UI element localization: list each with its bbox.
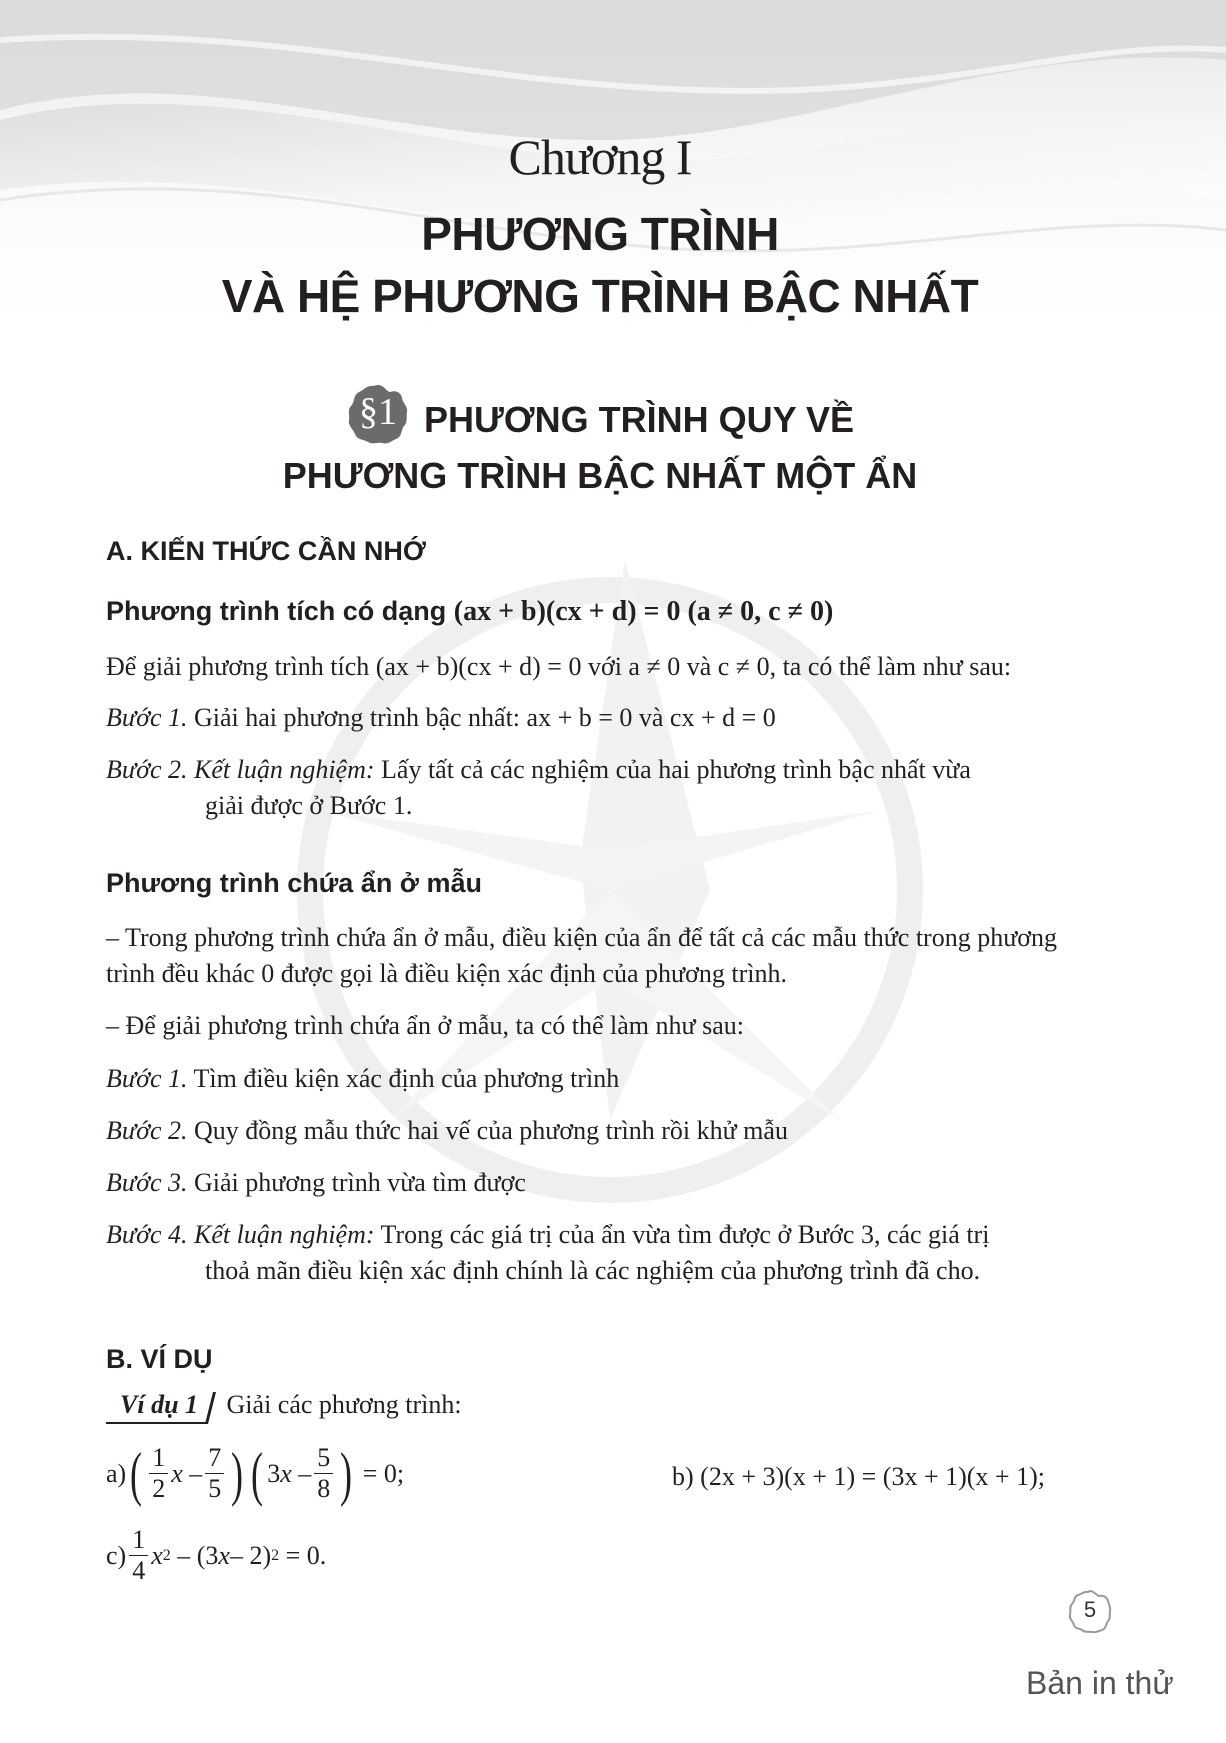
rational-paragraph-2: – Để giải phương trình chứa ẩn ở mẫu, ta có thể làm như sau:: [106, 1011, 745, 1040]
product-step-2: [106, 752, 1106, 824]
left-paren: (: [251, 1440, 264, 1507]
rational-step-4: [106, 1217, 1106, 1289]
step-text: Trong các giá trị của ẩn vừa tìm được ở Bước 3, các giá trị: [380, 1220, 990, 1249]
subheading-rational-equation: Phương trình chứa ẩn ở mẫu: [106, 868, 483, 898]
step-continuation: thoả mãn điều kiện xác định chính là các nghiệm của phương trình đã cho.: [205, 1256, 981, 1285]
step-text: Lấy tất cả các nghiệm của hai phương trình bậc nhất vừa: [381, 755, 971, 784]
footer-draft-label: Bản in thử: [1026, 1665, 1174, 1701]
subheading-product-equation: [106, 596, 833, 628]
section-title: [0, 382, 1200, 504]
heading-part-a: A. KIẾN THỨC CẦN NHỚ: [106, 536, 426, 566]
step-label: Bước 2.: [106, 1116, 188, 1145]
fraction: $\frac{1}{2}$: [149, 1443, 168, 1504]
product-step-1: [106, 700, 1106, 736]
chapter-label: Chương I: [508, 129, 692, 185]
section-title-line2: PHƯƠNG TRÌNH BẬC NHẤT MỘT ẨN: [282, 455, 918, 496]
step-label: Bước 3.: [106, 1168, 188, 1197]
equation-a-label: a): [106, 1458, 127, 1488]
product-formula: (ax + b)(cx + d) = 0 (a ≠ 0, c ≠ 0): [453, 596, 834, 627]
equation-c: c) $\frac{1}{4}$ x 2 – (3 x – 2) 2 = 0.: [106, 1525, 327, 1585]
heading-part-b: B. VÍ DỤ: [106, 1344, 213, 1374]
chapter-title-line2: VÀ HỆ PHƯƠNG TRÌNH BẬC NHẤT: [221, 270, 979, 322]
right-paren: ): [231, 1440, 244, 1507]
example-tag: Ví dụ 1: [106, 1390, 208, 1420]
section-badge: [346, 382, 410, 446]
example-1: [106, 1390, 462, 1420]
chapter-title: [0, 203, 1200, 327]
step-text: Giải phương trình vừa tìm được: [193, 1168, 526, 1197]
step-label: Bước 2.: [106, 755, 188, 784]
step-text: Quy đồng mẫu thức hai vế của phương trình rồi khử mẫu: [193, 1116, 788, 1145]
fraction: $\frac{5}{8}$: [314, 1443, 333, 1504]
product-intro: Để giải phương trình tích (ax + b)(cx + d) = 0 với a ≠ 0 và c ≠ 0, ta có thể làm như sau:: [106, 652, 1012, 681]
equation-b: b) (2x + 3)(x + 1) = (3x + 1)(x + 1);: [672, 1462, 1045, 1491]
step-continuation: giải được ở Bước 1.: [205, 791, 413, 820]
step-label: Bước 1.: [106, 703, 188, 732]
fraction: $\frac{1}{4}$: [129, 1525, 148, 1586]
chapter-title-line1: PHƯƠNG TRÌNH: [421, 208, 779, 260]
right-paren: ): [340, 1440, 353, 1507]
page-number: [1068, 1589, 1112, 1633]
page-number-label: 5: [1083, 1597, 1097, 1622]
section-title-line1: PHƯƠNG TRÌNH QUY VỀ: [424, 399, 854, 440]
subheading-product-title: Phương trình tích có dạng: [106, 596, 447, 626]
rational-step-1: [106, 1061, 1106, 1097]
left-paren: (: [130, 1440, 143, 1507]
step-italic: Kết luận nghiệm:: [193, 1220, 375, 1249]
step-italic: Kết luận nghiệm:: [193, 755, 375, 784]
step-text: Giải hai phương trình bậc nhất: ax + b = 0 và cx + d = 0: [193, 703, 776, 732]
step-label: Bước 4.: [106, 1220, 188, 1249]
equation-a: a) ( $\frac{1}{2}$ x – $\frac{7}{5}$ ) ( 3 x – $\frac{5}{8}$ ) = 0;: [106, 1440, 405, 1507]
rational-step-2: [106, 1113, 1106, 1149]
rational-paragraph-1: – Trong phương trình chứa ẩn ở mẫu, điều kiện của ẩn để tất cả các mẫu thức trong phương trình đều khác 0 được gọi là điều kiện xác định của phương trình.: [106, 923, 1058, 988]
fraction: $\frac{7}{5}$: [205, 1443, 224, 1504]
rational-step-3: [106, 1165, 1106, 1201]
example-instruction: Giải các phương trình:: [226, 1390, 462, 1419]
step-text: Tìm điều kiện xác định của phương trình: [193, 1064, 620, 1093]
equation-c-label: c): [106, 1540, 127, 1570]
section-badge-label: §1: [359, 391, 398, 433]
step-label: Bước 1.: [106, 1064, 188, 1093]
